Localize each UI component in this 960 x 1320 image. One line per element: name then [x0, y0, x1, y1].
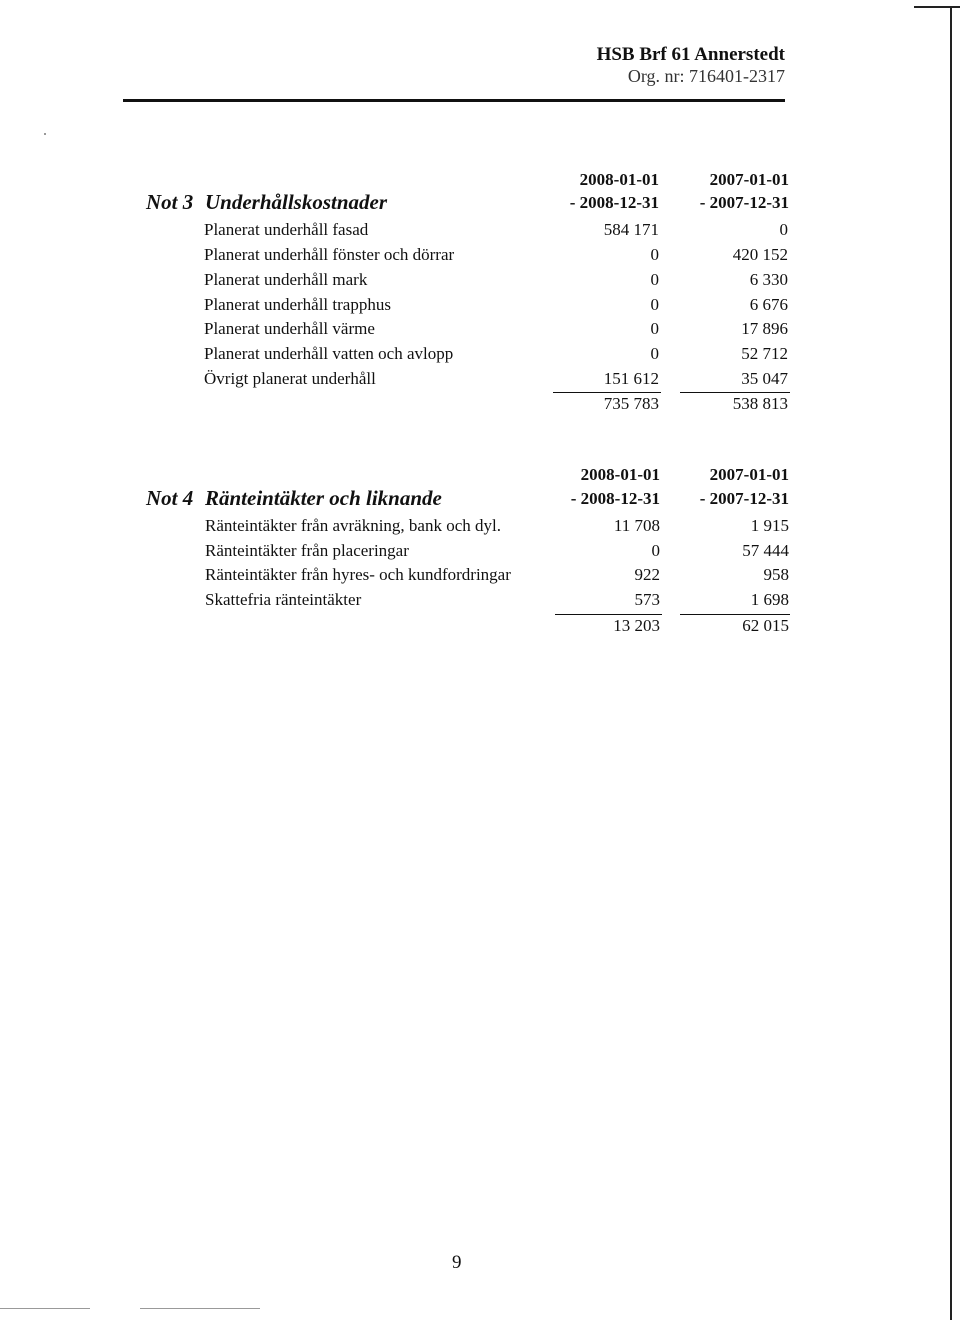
row-value-2008: 573 — [634, 590, 660, 609]
row-label: Planerat underhåll trapphus — [204, 295, 391, 314]
row-value-2007: 35 047 — [741, 369, 788, 388]
row-value-2008: 151 612 — [603, 369, 659, 388]
row-label: Ränteintäkter från placeringar — [205, 541, 409, 560]
col-2007-to: - 2007-12-31 — [699, 193, 789, 212]
row-label: Planerat underhåll mark — [204, 270, 368, 289]
row-value-2007: 6 676 — [749, 295, 788, 314]
sum-rule-2008 — [555, 614, 662, 615]
col-2008-to: - 2008-12-31 — [569, 193, 659, 212]
scan-speck — [44, 133, 46, 135]
row-value-2007: 6 330 — [749, 270, 788, 289]
row-label: Planerat underhåll vatten och avlopp — [204, 344, 454, 363]
row-value-2008: 0 — [651, 541, 660, 560]
row-label: Planerat underhåll fönster och dörrar — [204, 245, 455, 264]
row-label: Ränteintäkter från hyres- och kundfordringar — [205, 565, 511, 584]
row-value-2007: 0 — [779, 220, 788, 239]
col-2007-to: - 2007-12-31 — [699, 489, 789, 508]
scan-speck — [140, 1308, 260, 1309]
sum-rule-2008 — [553, 392, 661, 393]
organization-number: Org. nr: 716401-2317 — [627, 66, 785, 86]
total-value-2007: 62 015 — [742, 616, 789, 635]
scan-speck — [0, 1308, 90, 1309]
col-2007-from: 2007-01-01 — [709, 170, 789, 189]
row-value-2008: 0 — [650, 319, 659, 338]
note-title: Underhållskostnader — [205, 190, 388, 214]
row-value-2007: 958 — [763, 565, 789, 584]
row-label: Skattefria ränteintäkter — [205, 590, 362, 609]
col-2008-to: - 2008-12-31 — [570, 489, 660, 508]
page-number: 9 — [452, 1252, 462, 1273]
row-value-2007: 52 712 — [741, 344, 788, 363]
row-value-2007: 1 698 — [750, 590, 789, 609]
note-title: Ränteintäkter och liknande — [205, 486, 442, 510]
total-value-2007: 538 813 — [732, 394, 788, 413]
row-value-2008: 0 — [650, 270, 659, 289]
col-2007-from: 2007-01-01 — [709, 465, 789, 484]
organization-name: HSB Brf 61 Annerstedt — [596, 44, 785, 65]
total-value-2008: 735 783 — [603, 394, 659, 413]
sum-rule-2007 — [680, 614, 790, 615]
col-2008-from: 2008-01-01 — [580, 465, 660, 484]
row-value-2008: 0 — [650, 344, 659, 363]
row-value-2007: 1 915 — [750, 516, 789, 535]
row-value-2008: 0 — [650, 245, 659, 264]
row-value-2007: 17 896 — [741, 319, 788, 338]
header-rule — [123, 99, 785, 102]
row-label: Ränteintäkter från avräkning, bank och dyl. — [205, 516, 501, 535]
row-label: Planerat underhåll fasad — [204, 220, 369, 239]
row-label: Planerat underhåll värme — [204, 319, 375, 338]
row-label: Övrigt planerat underhåll — [204, 369, 376, 388]
note-label: Not 4 — [146, 486, 194, 510]
total-value-2008: 13 203 — [613, 616, 660, 635]
scan-edge-top — [914, 6, 960, 8]
row-value-2007: 57 444 — [742, 541, 789, 560]
row-value-2007: 420 152 — [732, 245, 788, 264]
row-value-2008: 584 171 — [603, 220, 659, 239]
note-label: Not 3 — [146, 190, 194, 214]
scan-edge-right — [950, 6, 952, 1320]
row-value-2008: 0 — [650, 295, 659, 314]
row-value-2008: 922 — [634, 565, 660, 584]
row-value-2008: 11 708 — [613, 516, 660, 535]
sum-rule-2007 — [680, 392, 790, 393]
col-2008-from: 2008-01-01 — [579, 170, 659, 189]
